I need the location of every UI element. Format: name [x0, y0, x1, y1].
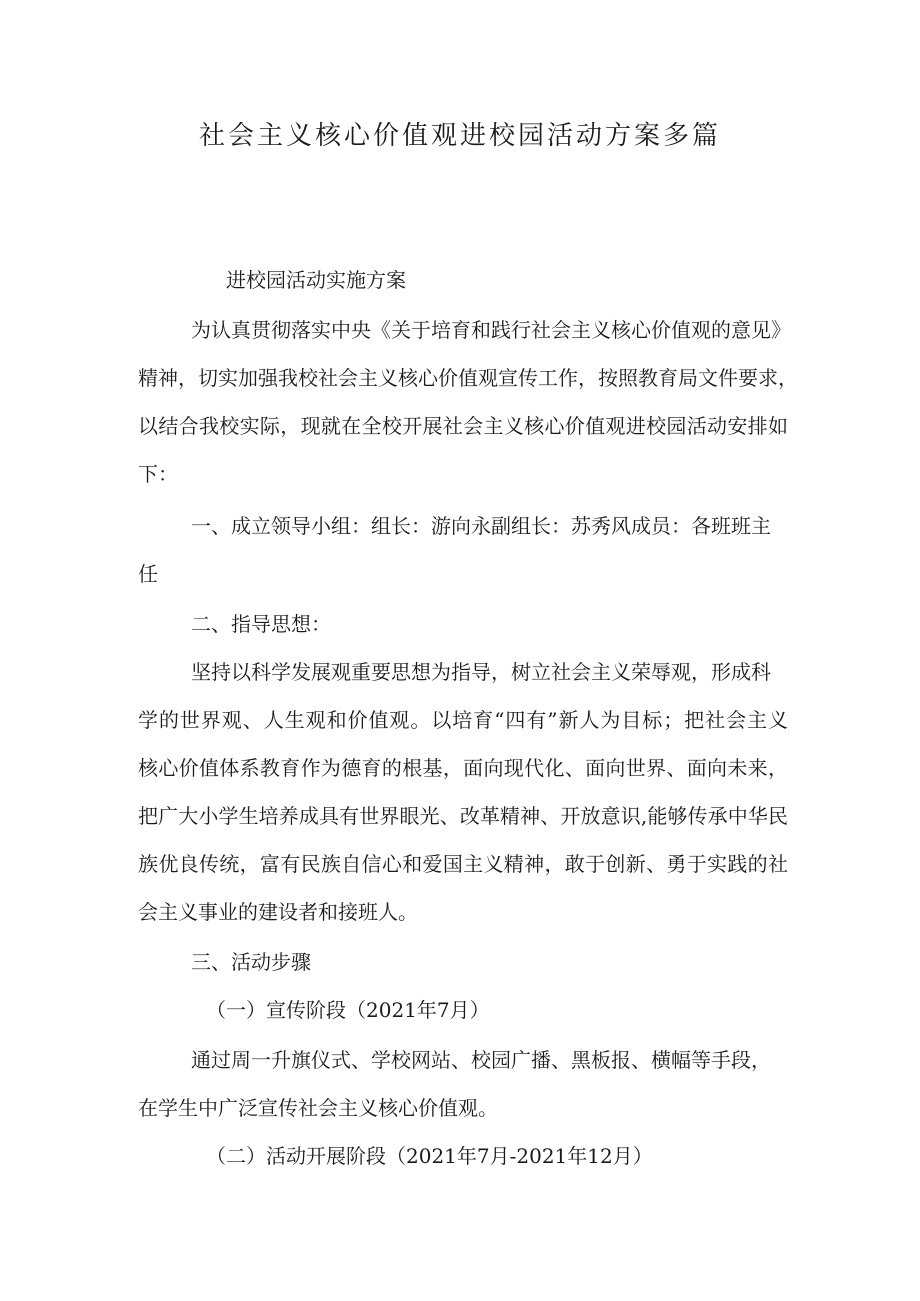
stage2-heading: （二）活动开展阶段（2021年7月-2021年12月） [206, 1144, 653, 1168]
section2-line-3: 核心价值体系教育作为德育的根基，面向现代化、面向世界、面向未来， [138, 756, 788, 780]
stage1-line-1: 通过周一升旗仪式、学校网站、校园广播、黑板报、横幅等手段， [191, 1048, 771, 1072]
intro-line-1: 为认真贯彻落实中央《关于培育和践行社会主义核心价值观的意见》 [191, 318, 791, 342]
intro-line-3: 以结合我校实际，现就在全校开展社会主义核心价值观进校园活动安排如 [138, 414, 788, 438]
section2-line-2: 学的世界观、人生观和价值观。以培育“四有”新人为目标；把社会主义 [138, 708, 788, 732]
section2-line-1: 坚持以科学发展观重要思想为指导，树立社会主义荣辱观，形成科 [191, 660, 771, 684]
stage1-heading: （一）宣传阶段（2021年7月） [206, 998, 490, 1022]
section1-line-2: 任 [138, 562, 158, 586]
section2-line-6: 会主义事业的建设者和接班人。 [138, 900, 418, 924]
section3-heading: 三、活动步骤 [191, 950, 311, 974]
stage1-line-2: 在学生中广泛宣传社会主义核心价值观。 [138, 1096, 498, 1120]
plan-subtitle: 进校园活动实施方案 [226, 268, 406, 292]
section1-line-1: 一、成立领导小组：组长：游向永副组长：苏秀风成员：各班班主 [191, 514, 771, 538]
section2-heading: 二、指导思想： [191, 612, 331, 636]
section2-line-4: 把广大小学生培养成具有世界眼光、改革精神、开放意识,能够传承中华民 [138, 804, 788, 828]
intro-line-4: 下： [138, 462, 178, 486]
intro-line-2: 精神，切实加强我校社会主义核心价值观宣传工作，按照教育局文件要求， [138, 366, 798, 390]
document-title: 社会主义核心价值观进校园活动方案多篇 [198, 121, 721, 151]
section2-line-5: 族优良传统，富有民族自信心和爱国主义精神，敢于创新、勇于实践的社 [138, 852, 788, 876]
